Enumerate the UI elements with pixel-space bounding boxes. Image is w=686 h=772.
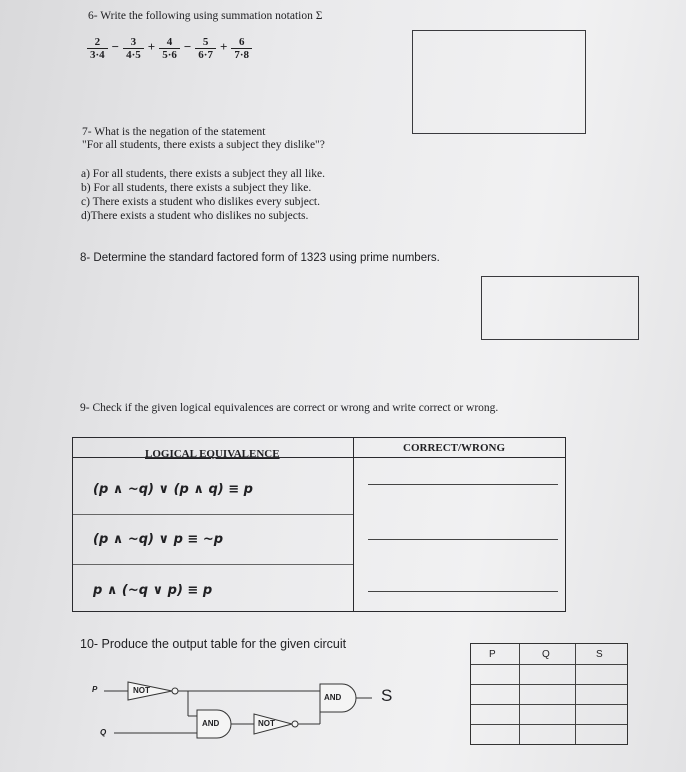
grid-row-line	[471, 684, 627, 685]
equivalence-row-3: p ∧ (~q ∨ p) ≡ p	[93, 583, 213, 598]
fraction-term	[123, 36, 144, 61]
equivalence-row-1: (p ∧ ~q) ∨ (p ∧ q) ≡ p	[93, 482, 253, 497]
denominator: 7·8	[231, 48, 252, 61]
denominator: 6·7	[195, 48, 216, 61]
q7-options	[81, 167, 325, 223]
fraction-term	[231, 36, 252, 61]
logic-circuit	[92, 670, 412, 750]
output-header-s: S	[596, 649, 603, 660]
q7-title: 7- What is the negation of the statement	[82, 126, 266, 138]
and-gate-1-label: AND	[202, 719, 220, 728]
grid-row-line	[471, 704, 627, 705]
operator-sign: +	[147, 38, 156, 54]
q8-answer-box[interactable]	[481, 276, 639, 340]
table-header-correct-wrong: CORRECT/WRONG	[403, 442, 506, 454]
numerator: 3	[130, 36, 137, 48]
q6-title: 6- Write the following using summation notation Σ	[88, 10, 323, 22]
operator-sign: −	[183, 38, 192, 54]
grid-row-line	[471, 724, 627, 725]
grid-column-line	[575, 644, 576, 744]
q7-statement: "For all students, there exists a subject they dislike"?	[82, 139, 325, 151]
grid-row-line	[471, 664, 627, 665]
equivalence-row-2: (p ∧ ~q) ∨ p ≡ ~p	[93, 532, 224, 547]
answer-line-2[interactable]	[368, 539, 558, 540]
circuit-output-table	[470, 643, 628, 745]
equivalence-table	[72, 437, 566, 612]
grid-column-line	[519, 644, 520, 744]
input-label-p: P	[92, 685, 98, 694]
not-gate-2-label: NOT	[258, 719, 275, 728]
q8-title: 8- Determine the standard factored form of 1323 using prime numbers.	[80, 252, 440, 264]
output-header-q: Q	[542, 649, 550, 660]
fraction-term	[87, 36, 108, 61]
q6-answer-box[interactable]	[412, 30, 586, 134]
row-divider	[73, 514, 353, 515]
table-column-divider	[353, 438, 354, 611]
q7-option-d[interactable]: d)There exists a student who dislikes no subjects.	[81, 210, 309, 222]
q9-title: 9- Check if the given logical equivalences are correct or wrong and write correct or wrong.	[80, 402, 499, 414]
fraction-term	[159, 36, 180, 61]
answer-line-3[interactable]	[368, 591, 558, 592]
output-label-s: S	[381, 686, 393, 705]
denominator: 4·5	[123, 48, 144, 61]
numerator: 4	[166, 36, 173, 48]
numerator: 6	[238, 36, 245, 48]
numerator: 2	[94, 36, 101, 48]
circuit-wires	[92, 670, 412, 750]
q6-expression	[87, 36, 252, 61]
operator-sign: +	[219, 38, 228, 54]
output-header-p: P	[489, 649, 496, 660]
fraction-term	[195, 36, 216, 61]
table-header-equivalence: LOGICAL EQUIVALENCE	[145, 448, 280, 460]
denominator: 3·4	[87, 48, 108, 61]
row-divider	[73, 564, 353, 565]
operator-sign: −	[111, 38, 120, 54]
q7-option-c[interactable]: c) There exists a student who dislikes every subject.	[81, 196, 320, 208]
q7-option-a[interactable]: a) For all students, there exists a subject they all like.	[81, 168, 325, 180]
answer-line-1[interactable]	[368, 484, 558, 485]
not-gate-1-label: NOT	[133, 686, 150, 695]
denominator: 5·6	[159, 48, 180, 61]
q10-title: 10- Produce the output table for the given circuit	[80, 637, 347, 651]
and-gate-2-label: AND	[324, 693, 342, 702]
input-label-q: Q	[100, 728, 107, 737]
numerator: 5	[202, 36, 209, 48]
q7-option-b[interactable]: b) For all students, there exists a subject they like.	[81, 182, 312, 194]
